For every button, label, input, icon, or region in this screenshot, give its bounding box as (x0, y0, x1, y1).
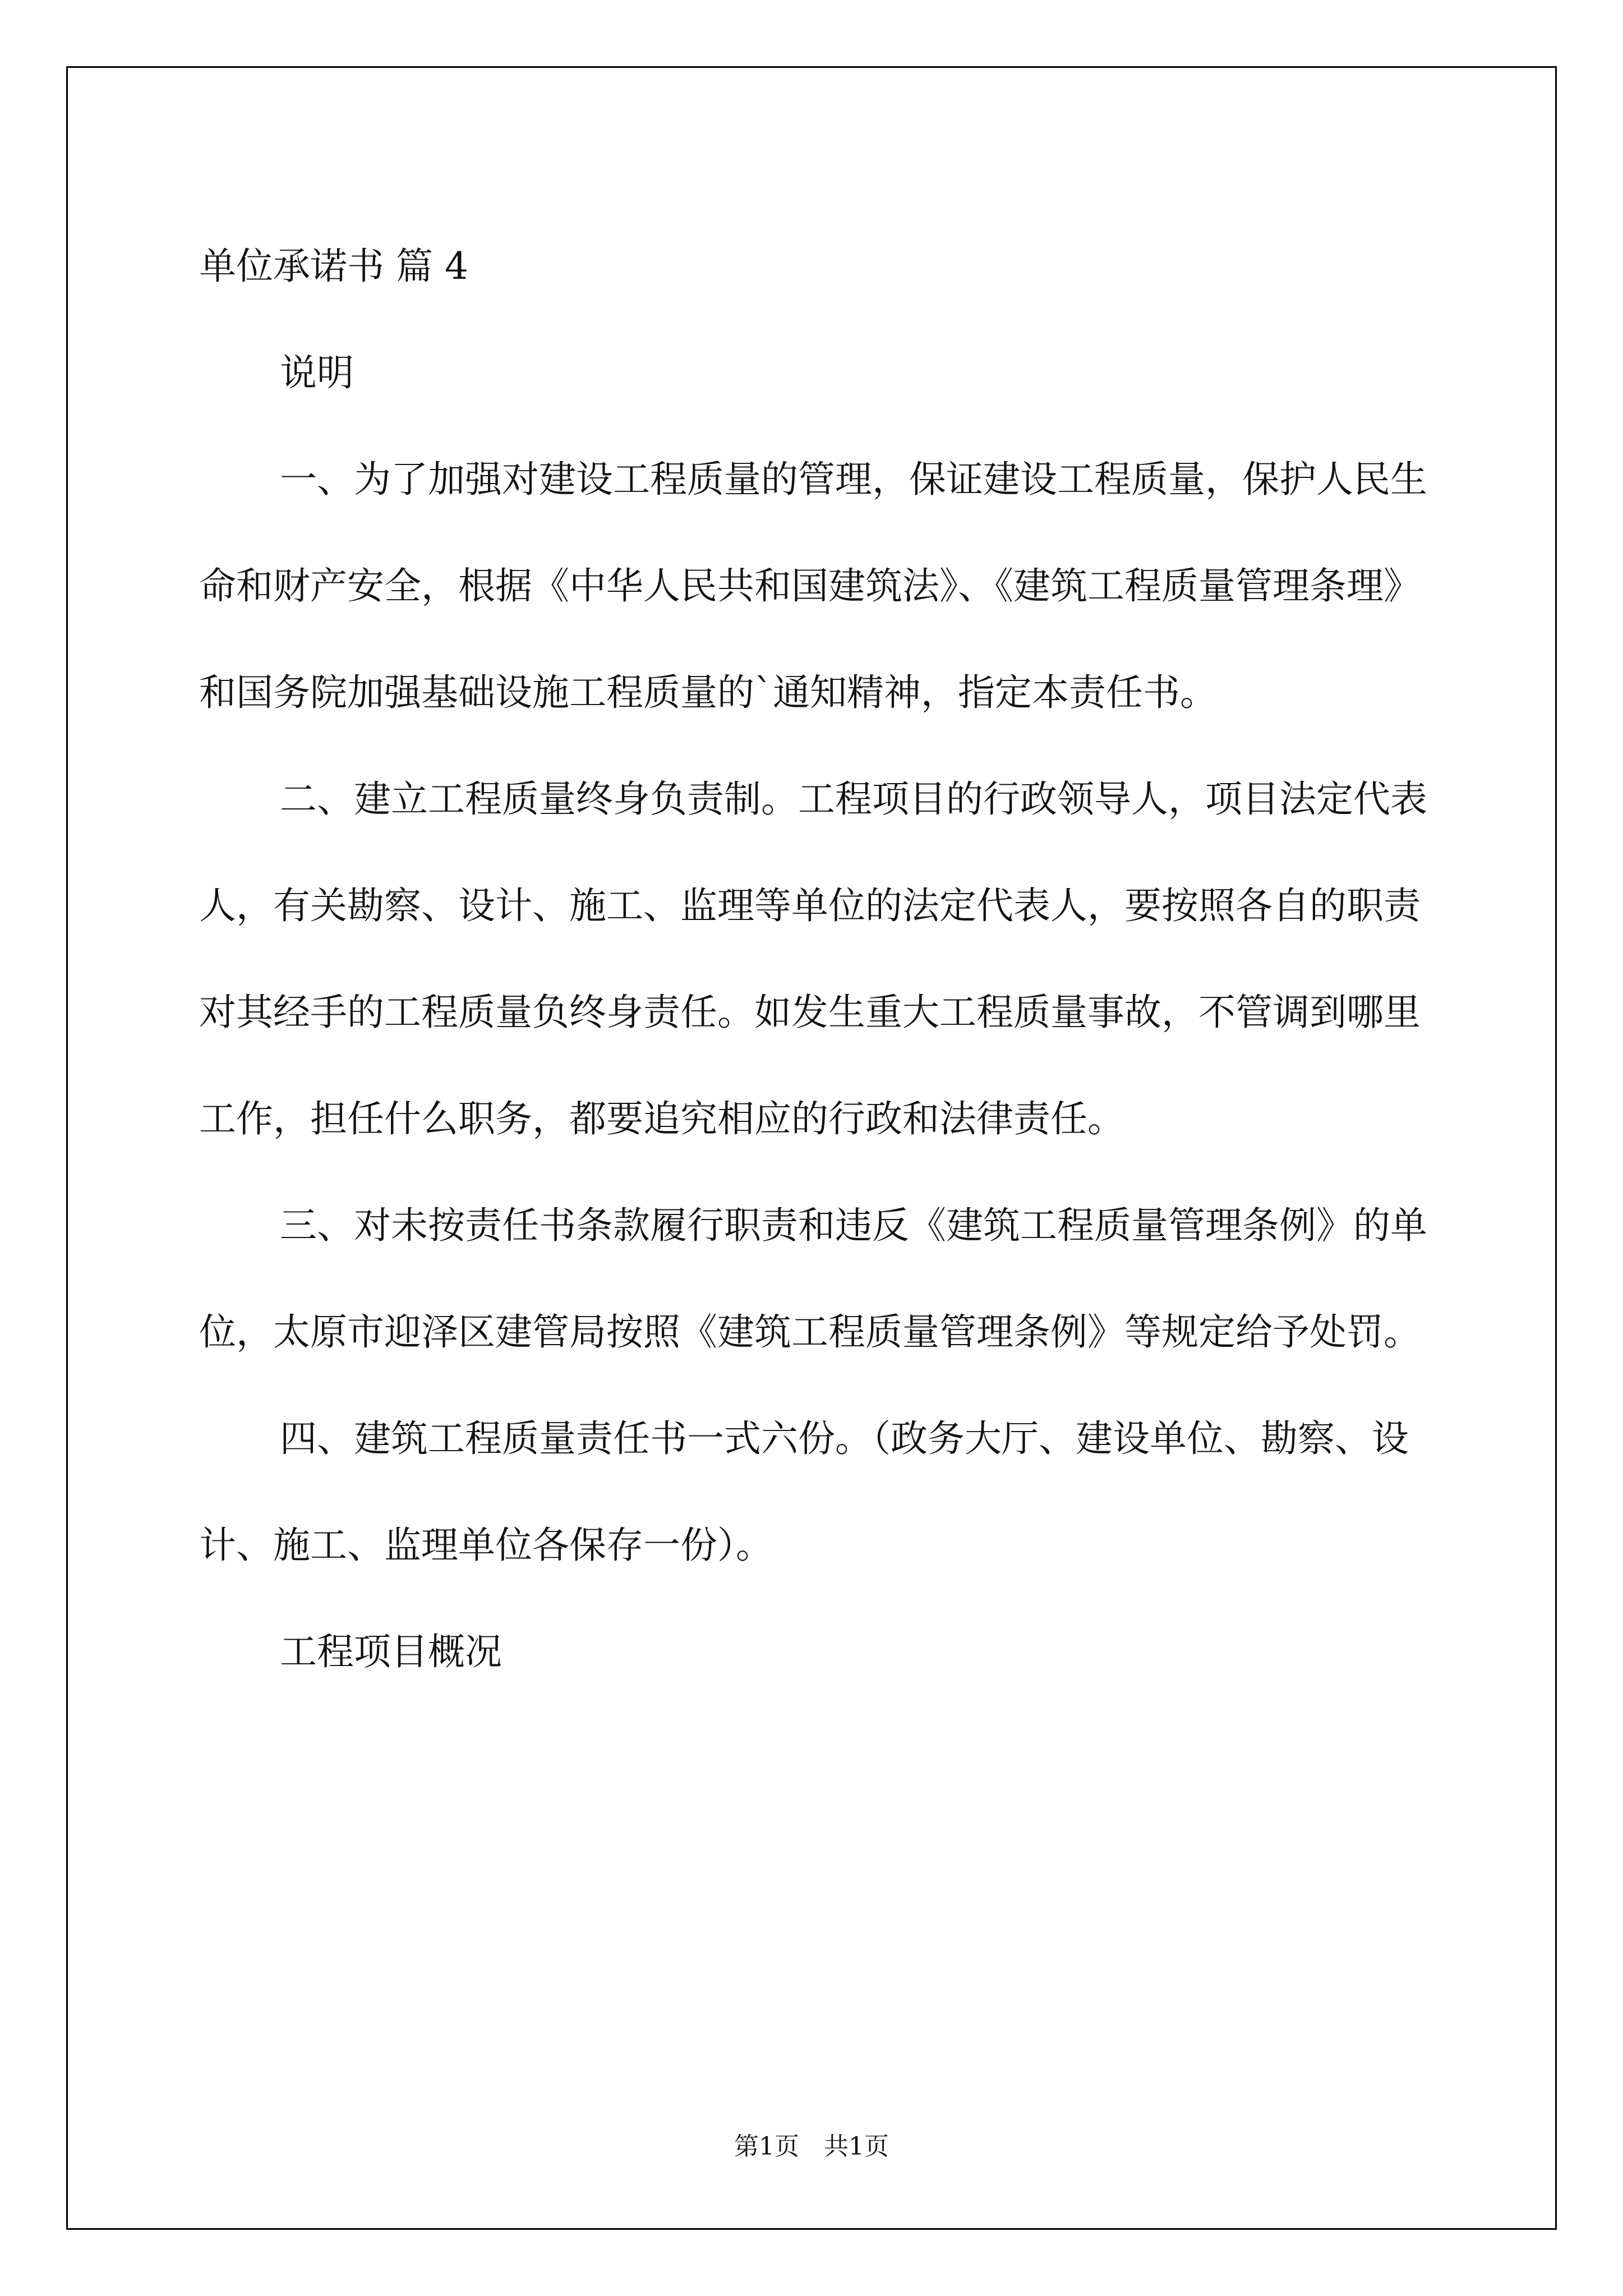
paragraph-2: 二、建立工程质量终身负责制。工程项目的行政领导人，项目法定代表人，有关勘察、设计、施工、监理等单位的法定代表人，要按照各自的职责对其经手的工程质量负终身责任。如发生重大工程质量事故，不管调到哪里工作，担任什么职务，都要追究相应的行政和法律责任。 (199, 777, 1427, 1140)
document-body (199, 213, 1433, 1705)
paragraph-1: 一、为了加强对建设工程质量的管理，保证建设工程质量，保护人民生命和财产安全，根据《中华人民共和国建筑法》、《建筑工程质量管理条理》和国务院加强基础设施工程质量的`通知精神，指定本责任书。 (199, 458, 1427, 714)
paragraph-4: 四、建筑工程质量责任书一式六份。（政务大厅、建设单位、勘察、设计、施工、监理单位各保存一份）。 (199, 1417, 1409, 1567)
page-footer: 第1页 共1页 (734, 2132, 889, 2161)
paragraph-3: 三、对未按责任书条款履行职责和违反《建筑工程质量管理条例》的单位，太原市迎泽区建管局按照《建筑工程质量管理条例》等规定给予处罚。 (199, 1204, 1427, 1354)
project-overview-heading: 工程项目概况 (280, 1630, 502, 1673)
section-heading: 说明 (280, 351, 354, 394)
document-title: 单位承诺书 篇 4 (199, 245, 468, 288)
